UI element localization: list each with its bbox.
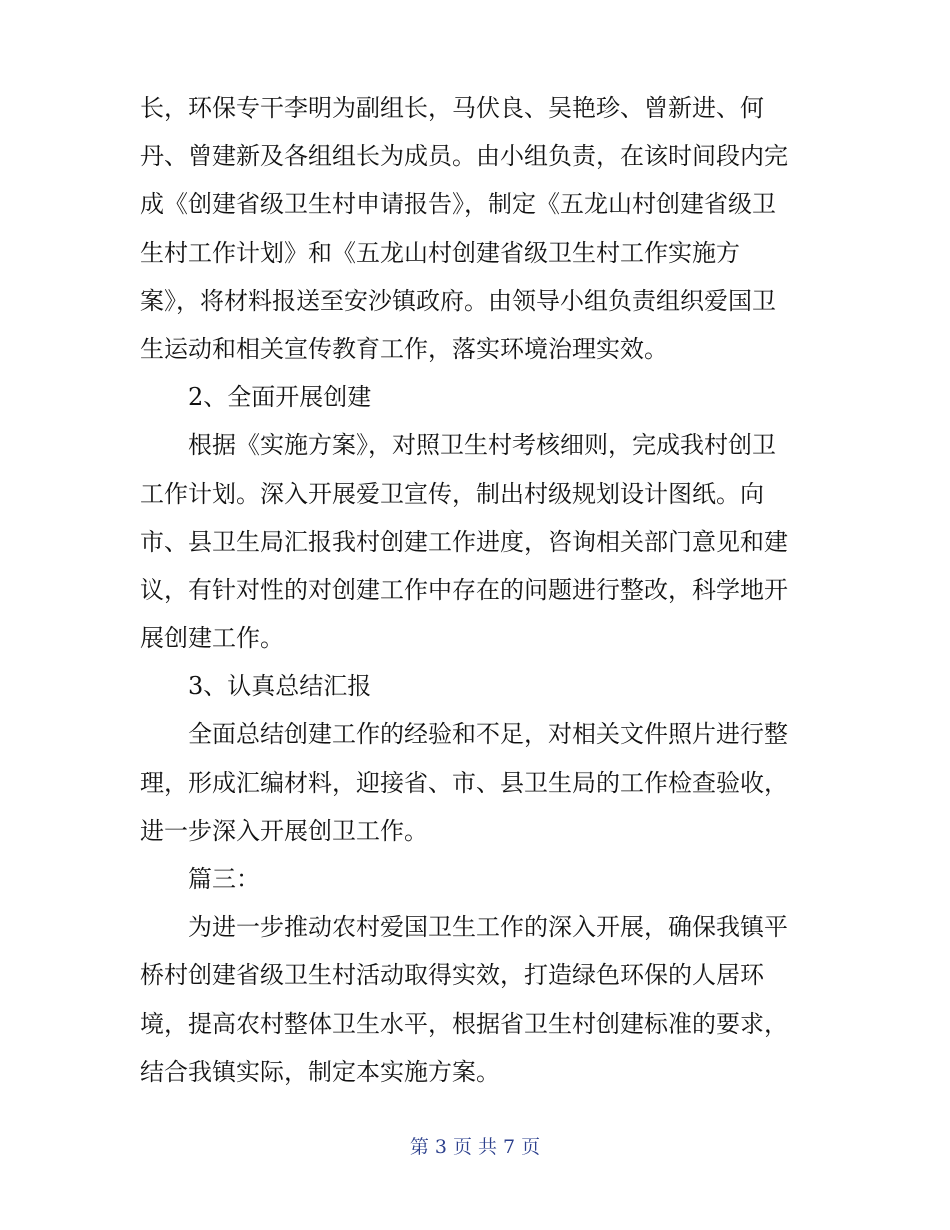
text-line: 生运动和相关宣传教育工作，落实环境治理实效。 bbox=[140, 334, 668, 363]
text-line: 成《创建省级卫生村申请报告》，制定《五龙山村创建省级卫 bbox=[140, 190, 776, 219]
text-line: 市、县卫生局汇报我村创建工作进度，咨询相关部门意见和建 bbox=[140, 527, 788, 556]
text-line: 工作计划。深入开展爱卫宣传，制出村级规划设计图纸。向 bbox=[140, 479, 764, 508]
text-line: 桥村创建省级卫生村活动取得实效，打造绿色环保的人居环 bbox=[140, 961, 764, 990]
document-body bbox=[140, 84, 815, 1096]
text-line: 丹、曾建新及各组组长为成员。由小组负责，在该时间段内完 bbox=[140, 142, 788, 171]
section-heading: 篇三： bbox=[140, 865, 260, 893]
page-number-footer: 第 3 页 共 7 页 bbox=[409, 1136, 541, 1158]
text-line: 进一步深入开展创卫工作。 bbox=[140, 816, 428, 845]
text-line: 展创建工作。 bbox=[140, 624, 284, 653]
text-line: 结合我镇实际，制定本实施方案。 bbox=[140, 1057, 500, 1086]
text-line: 理，形成汇编材料，迎接省、市、县卫生局的工作检查验收， bbox=[140, 768, 788, 797]
section-heading: 3、认真总结汇报 bbox=[140, 672, 372, 701]
text-line: 境，提高农村整体卫生水平，根据省卫生村创建标准的要求， bbox=[140, 1009, 788, 1038]
text-line: 长，环保专干李明为副组长，马伏良、吴艳珍、曾新进、何 bbox=[140, 94, 764, 122]
section-heading: 2、全面开展创建 bbox=[140, 383, 372, 412]
text-line: 为进一步推动农村爱国卫生工作的深入开展，确保我镇平 bbox=[140, 913, 788, 942]
text-line: 根据《实施方案》，对照卫生村考核细则，完成我村创卫 bbox=[140, 431, 776, 460]
text-line: 生村工作计划》和《五龙山村创建省级卫生村工作实施方 bbox=[140, 238, 740, 267]
text-line: 全面总结创建工作的经验和不足，对相关文件照片进行整 bbox=[140, 720, 788, 749]
text-line: 案》，将材料报送至安沙镇政府。由领导小组负责组织爱国卫 bbox=[140, 286, 776, 315]
text-line: 议，有针对性的对创建工作中存在的问题进行整改，科学地开 bbox=[140, 575, 788, 604]
